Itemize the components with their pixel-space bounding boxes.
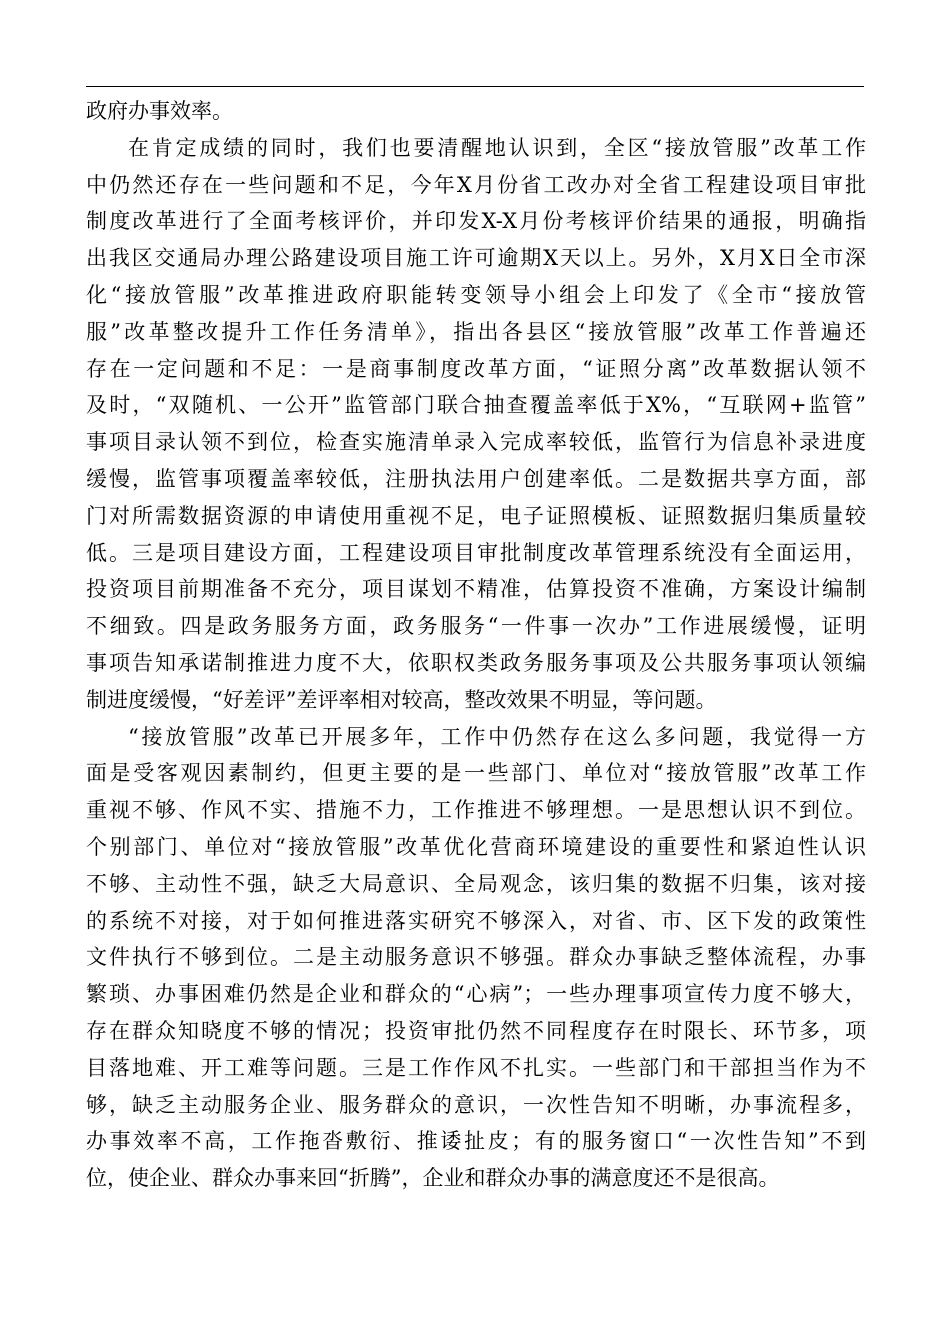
header-rule [86, 86, 864, 87]
text-line: 出我区交通局办理公路建设项目施工许可逾期X天以上。另外，X月X日全市深 [86, 246, 866, 271]
text-line: 不够、主动性不强，缺乏大局意识、全局观念，该归集的数据不归集，该对接 [86, 871, 866, 896]
text-line: 事项告知承诺制推进力度不大，依职权类政务服务事项及公共服务事项认领编 [86, 650, 866, 675]
text-line: 服”改革整改提升工作任务清单》，指出各县区“接放管服”改革工作普遍还 [86, 319, 866, 344]
text-line: 缓慢，监管事项覆盖率较低，注册执法用户创建率低。二是数据共享方面，部 [86, 466, 866, 491]
text-line: 不细致。四是政务服务方面，政务服务“一件事一次办”工作进展缓慢，证明 [86, 614, 866, 639]
document-body [86, 93, 866, 1197]
text-line: 存在一定问题和不足：一是商事制度改革方面，“证照分离”改革数据认领不 [86, 356, 866, 381]
text-line: 制进度缓慢，“好差评”差评率相对较高，整改效果不明显，等问题。 [86, 687, 717, 712]
text-line: “接放管服”改革已开展多年，工作中仍然存在这么多问题，我觉得一方 [128, 724, 866, 749]
text-line: 够，缺乏主动服务企业、服务群众的意识，一次性告知不明晰，办事流程多， [86, 1092, 866, 1117]
text-line: 面是受客观因素制约，但更主要的是一些部门、单位对“接放管服”改革工作 [86, 761, 866, 786]
text-line: 制度改革进行了全面考核评价，并印发X-X月份考核评价结果的通报，明确指 [86, 209, 866, 234]
text-line: 位，使企业、群众办事来回“折腾”，企业和群众办事的满意度还不是很高。 [86, 1166, 780, 1191]
paragraph [86, 719, 866, 1197]
text-line: 重视不够、作风不实、措施不力，工作推进不够理想。一是思想认识不到位。 [86, 798, 866, 823]
text-line: 及时，“双随机、一公开”监管部门联合抽查覆盖率低于X%，“互联网+监管” [86, 393, 866, 418]
text-line: 事项目录认领不到位，检查实施清单录入完成率较低，监管行为信息补录进度 [86, 430, 866, 455]
text-line: 办事效率不高，工作拖沓敷衍、推诿扯皮；有的服务窗口“一次性告知”不到 [86, 1129, 866, 1154]
text-line: 目落地难、开工难等问题。三是工作作风不扎实。一些部门和干部担当作为不 [86, 1055, 866, 1080]
text-line: 的系统不对接，对于如何推进落实研究不够深入，对省、市、区下发的政策性 [86, 908, 866, 933]
text-line: 存在群众知晓度不够的情况；投资审批仍然不同程度存在时限长、环节多，项 [86, 1018, 866, 1043]
text-line: 门对所需数据资源的申请使用重视不足，电子证照模板、证照数据归集质量较 [86, 503, 866, 528]
text-line: 文件执行不够到位。二是主动服务意识不够强。群众办事缺乏整体流程，办事 [86, 945, 866, 970]
text-line: 政府办事效率。 [86, 99, 233, 123]
text-line: 个别部门、单位对“接放管服”改革优化营商环境建设的重要性和紧迫性认识 [86, 834, 866, 859]
text-line: 投资项目前期准备不充分，项目谋划不精准，估算投资不准确，方案设计编制 [86, 577, 866, 602]
text-line: 化“接放管服”改革推进政府职能转变领导小组会上印发了《全市“接放管 [86, 282, 866, 307]
text-line: 低。三是项目建设方面，工程建设项目审批制度改革管理系统没有全面运用， [86, 540, 866, 565]
text-line: 在肯定成绩的同时，我们也要清醒地认识到，全区“接放管服”改革工作 [128, 135, 866, 160]
paragraph [86, 130, 866, 719]
text-line: 中仍然还存在一些问题和不足，今年X月份省工改办对全省工程建设项目审批 [86, 172, 866, 197]
text-line: 繁琐、办事困难仍然是企业和群众的“心病”；一些办理事项宣传力度不够大， [86, 982, 866, 1007]
paragraph [86, 93, 866, 130]
